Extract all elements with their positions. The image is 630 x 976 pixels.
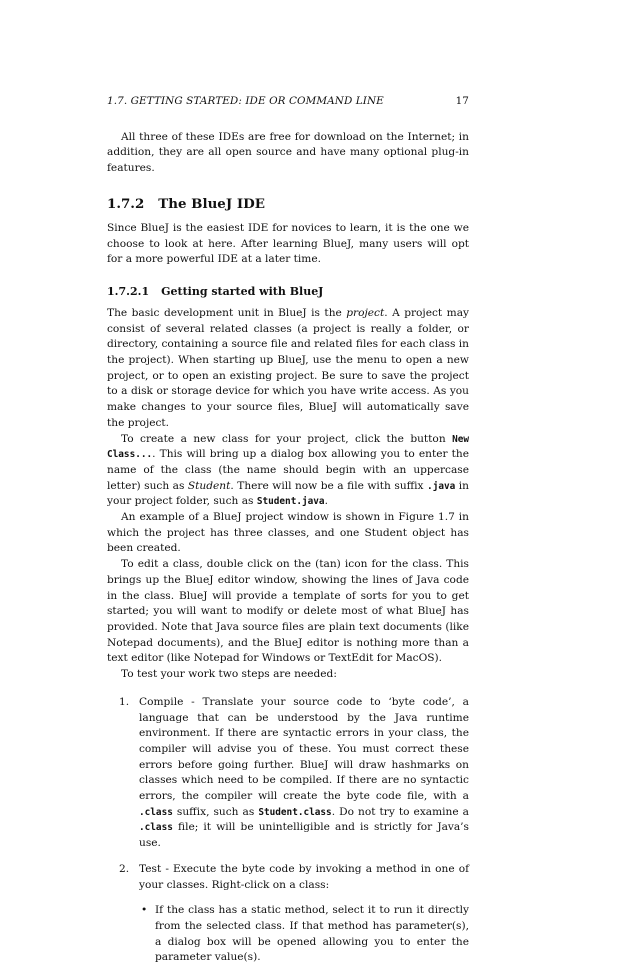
bullet-list [139,903,469,966]
bullet-icon: • [141,904,148,917]
test-steps-paragraph: To test your work two steps are needed: [121,668,337,681]
subsection-heading-1-7-2-1 [107,284,469,299]
code-new-class: New Class... [107,433,469,461]
new-class-paragraph: To create a new class for your project, click the button New Class.... This will bring up a dialog box allowing you to enter the name of the class (the name should begin with an uppercase letter) such as Student. There will now be a file with suffix .java in your project folder, such as Student.java. [107,432,469,508]
subsection-title: Getting started with BlueJ [161,284,324,298]
page [107,94,469,976]
bullet-item-static-method [139,903,469,966]
code-student-class: Student.class [258,806,332,818]
list-item-compile [107,695,469,852]
running-header [107,94,469,110]
section-number: 1.7.2 [107,195,145,212]
code-class-suffix: .class [139,806,173,818]
list-item-text: Test - Execute the byte code by invoking a method in one of your classes. Right-click on a class: [139,862,469,891]
edit-class-paragraph: To edit a class, double click on the (tan) icon for the class. This brings up the BlueJ editor window, showing the lines of Java code in the class. BlueJ will provide a template of sorts for you to get started; you will want to modify or delete most of what BlueJ has provided. Note that Java source files are plain text documents (like Notepad documents), and the BlueJ editor is nothing more than a text editor (like Notepad for Windows or TextEdit for MacOS). [107,558,469,665]
list-marker: 1. [119,695,130,708]
steps-list [107,695,469,966]
section-title: The BlueJ IDE [158,195,265,212]
code-student-java: Student.java [256,496,325,508]
code-java-suffix: .java [427,480,456,492]
project-paragraph: The basic development unit in BlueJ is the project. A project may consist of several related classes (a project is really a folder, or directory, containing a source file and related files for each class in the project). When starting up BlueJ, use the menu to open a new project, or to open an existing project. Be sure to save the project to a disk or storage device for which you have write access. As you make changes to your source files, BlueJ will automatically save the project. [107,306,469,429]
code-class-file: .class [139,822,173,834]
emphasis-project: project [346,306,385,319]
list-marker: 2. [119,862,130,875]
page-number: 17 [455,95,469,107]
subsection-number: 1.7.2.1 [107,284,150,298]
list-item-test [107,862,469,966]
example-paragraph: An example of a BlueJ project window is shown in Figure 1.7 in which the project has three classes, and one Student object has been created. [107,511,469,555]
running-header-section: 1.7. GETTING STARTED: IDE OR COMMAND LINE [107,95,384,107]
list-item-text: Compile - Translate your source code to ‘byte code’, a language that can be understood by the Java runtime environment. If there are syntactic errors in your class, the compiler will advise you of these. You must correct these errors before going further. BlueJ will draw hashmarks on classes which need to be compiled. If there are no syntactic errors, the compiler will create the byte code file, with a .class suffix, such as Student.class. Do not try to examine a .class file; it will be unintelligible and is strictly for Java’s use. [139,695,469,850]
section-heading-1-7-2 [107,195,469,213]
intro-paragraph: All three of these IDEs are free for download on the Internet; in addition, they are all open source and have many optional plug-in features. [107,130,469,175]
bullet-item-text: If the class has a static method, select it to run it directly from the selected class. If that method has parameter(s), a dialog box will be opened allowing you to enter the parameter value(s). [155,904,469,964]
emphasis-student: Student [187,479,231,492]
bluej-intro-paragraph: Since BlueJ is the easiest IDE for novices to learn, it is the one we choose to look at here. After learning BlueJ, many users will opt for a more powerful IDE at a later time. [107,221,469,266]
